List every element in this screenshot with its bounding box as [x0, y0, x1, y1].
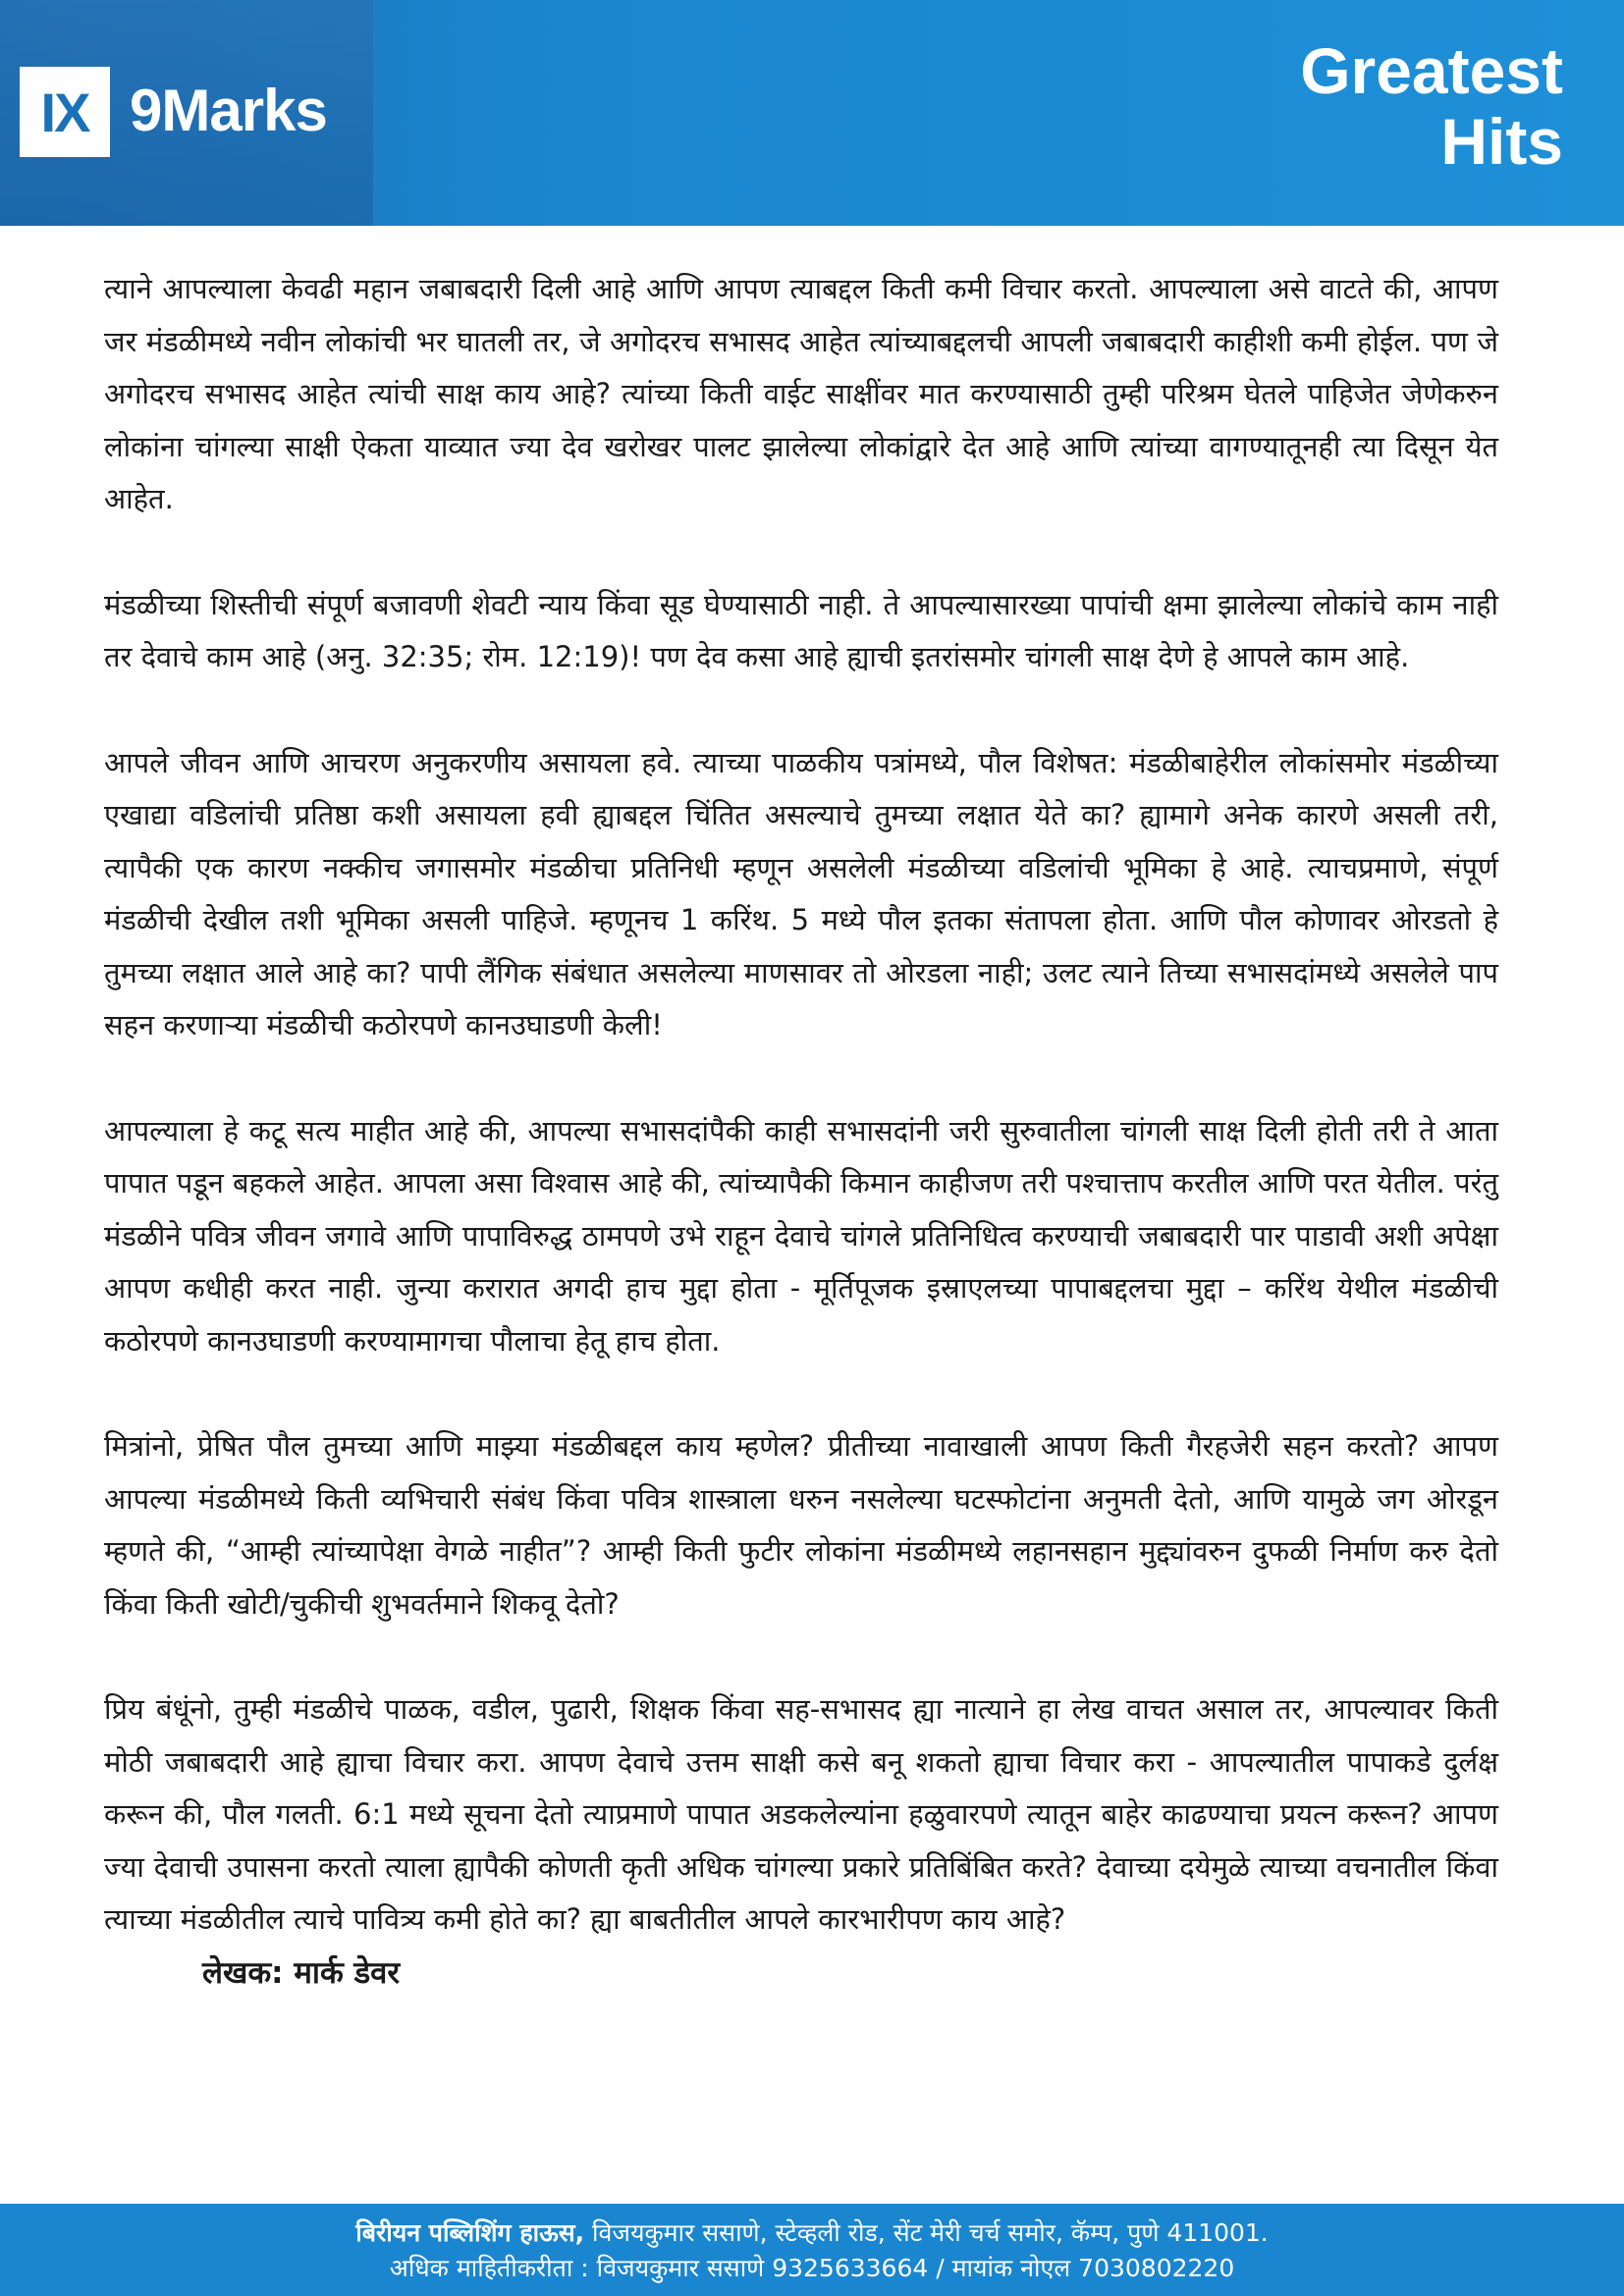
- footer-address-line: [0, 2217, 1624, 2249]
- logo-text: 9Marks: [130, 78, 327, 143]
- footer-contact-line: अधिक माहितीकरीता : विजयकुमार ससाणे 9325633664 / मायांक नोएल 7030802220: [389, 2254, 1235, 2282]
- logo-icon: [20, 67, 110, 157]
- author-byline: लेखक: मार्क डेवर: [202, 1954, 401, 1991]
- header-banner: [0, 0, 1624, 226]
- paragraph: मंडळीच्या शिस्तीची संपूर्ण बजावणी शेवटी न्याय किंवा सूड घेण्यासाठी नाही. ते आपल्यासारख्या पापांची क्षमा झालेल्या लोकांचे काम नाही तर देवाचे काम आहे (अनु. 32:35; रोम. 12:19)! पण देव कसा आहे ह्याची इतरांसमोर चांगली साक्ष देणे हे आपले काम आहे.: [104, 587, 1498, 673]
- paragraph: आपल्याला हे कटू सत्य माहीत आहे की, आपल्या सभासदांपैकी काही सभासदांनी जरी सुरुवातीला चांगली साक्ष दिली होती तरी ते आता पापात पडून बहकले आहेत. आपला असा विश्वास आहे की, त्यांच्यापैकी किमान काहीजण तरी पश्चात्ताप करतील आणि परत येतील. परंतु मंडळीने पवित्र जीवन जगावे आणि पापाविरुद्ध ठामपणे उभे राहून देवाचे चांगले प्रतिनिधित्व करण्याची जबाबदारी पार पाडावी अशी अपेक्षा आपण कधीही करत नाही. जुन्या करारात अगदी हाच मुद्दा होता - मूर्तिपूजक इस्राएलच्या पापाबद्दलचा मुद्दा – करिंथ येथील मंडळीची कठोरपणे कानउघाडणी करण्यामागचा पौलाचा हेतू हाच होता.: [104, 1113, 1498, 1358]
- paragraph: मित्रांनो, प्रेषित पौल तुमच्या आणि माझ्या मंडळीबद्दल काय म्हणेल? प्रीतीच्या नावाखाली आपण किती गैरहजेरी सहन करतो? आपण आपल्या मंडळीमध्ये किती व्यभिचारी संबंध किंवा पवित्र शास्त्राला धरुन नसलेल्या घटस्फोटांना अनुमती देतो, आणि यामुळे जग ओरडून म्हणते की, “आम्ही त्यांच्यापेक्षा वेगळे नाहीत”? आम्ही किती फुटीर लोकांना मंडळीमध्ये लहानसहान मुद्द्यांवरुन दुफळी निर्माण करु देतो किंवा किती खोटी/चुकीची शुभवर्तमाने शिकवू देतो?: [104, 1429, 1498, 1621]
- publisher-address: विजयकुमार ससाणे, स्टेव्हली रोड, सेंट मेरी चर्च समोर, कॅम्प, पुणे 411001.: [584, 2218, 1269, 2247]
- article-body: [104, 263, 1498, 2000]
- footer-banner: [0, 2204, 1624, 2296]
- title-line-2: Hits: [1440, 105, 1563, 178]
- title-line-1: Greatest: [1300, 34, 1563, 107]
- paragraph: प्रिय बंधूंनो, तुम्ही मंडळीचे पाळक, वडील, पुढारी, शिक्षक किंवा सह-सभासद ह्या नात्याने हा लेख वाचत असाल तर, आपल्यावर किती मोठी जबाबदारी आहे ह्याचा विचार करा. आपण देवाचे उत्तम साक्षी कसे बनू शकतो ह्याचा विचार करा - आपल्यातील पापाकडे दुर्लक्ष करून की, पौल गलती. 6:1 मध्ये सूचना देतो त्याप्रमाणे पापात अडकलेल्यांना हळुवारपणे त्यातून बाहेर काढण्याचा प्रयत्न करून? आपण ज्या देवाची उपासना करतो त्याला ह्यापैकी कोणती कृती अधिक चांगल्या प्रकारे प्रतिबिंबित करते? देवाच्या दयेमुळे त्याच्या वचनातील किंवा त्याच्या मंडळीतील त्याचे पावित्र्य कमी होते का? ह्या बाबतीतील आपले कारभारीपण काय आहे?: [104, 1692, 1498, 1936]
- page-title: [1300, 35, 1563, 177]
- publisher-name: बिरीयन पब्लिशिंग हाऊस,: [355, 2218, 585, 2247]
- paragraph: आपले जीवन आणि आचरण अनुकरणीय असायला हवे. त्याच्या पाळकीय पत्रांमध्ये, पौल विशेषत: मंडळीबाहेरील लोकांसमोर मंडळीच्या एखाद्या वडिलांची प्रतिष्ठा कशी असायला हवी ह्याबद्दल चिंतित असल्याचे तुमच्या लक्षात येते का? ह्यामागे अनेक कारणे असली तरी, त्यापैकी एक कारण नक्कीच जगासमोर मंडळीचा प्रतिनिधी म्हणून असलेली मंडळीच्या वडिलांची भूमिका हे आहे. त्याचप्रमाणे, संपूर्ण मंडळीची देखील तशी भूमिका असली पाहिजे. म्हणूनच 1 करिंथ. 5 मध्ये पौल इतका संतापला होता. आणि पौल कोणावर ओरडतो हे तुमच्या लक्षात आले आहे का? पापी लैंगिक संबंधात असलेल्या माणसावर तो ओरडला नाही; उलट त्याने तिच्या सभासदांमध्ये असलेले पाप सहन करणाऱ्या मंडळीची कठोरपणे कानउघाडणी केली!: [104, 745, 1498, 1041]
- paragraph: त्याने आपल्याला केवढी महान जबाबदारी दिली आहे आणि आपण त्याबद्दल किती कमी विचार करतो. आपल्याला असे वाटते की, आपण जर मंडळीमध्ये नवीन लोकांची भर घातली तर, जे अगोदरच सभासद आहेत त्यांच्याबद्दलची आपली जबाबदारी काहीशी कमी होईल. पण जे अगोदरच सभासद आहेत त्यांची साक्ष काय आहे? त्यांच्या किती वाईट साक्षींवर मात करण्यासाठी तुम्ही परिश्रम घेतले पाहिजेत जेणेकरुन लोकांना चांगल्या साक्षी ऐकता याव्यात ज्या देव खरोखर पालट झालेल्या लोकांद्वारे देत आहे आणि त्यांच्या वागण्यातूनही त्या दिसून येत आहेत.: [104, 272, 1498, 515]
- logo-mark: IX: [40, 80, 89, 143]
